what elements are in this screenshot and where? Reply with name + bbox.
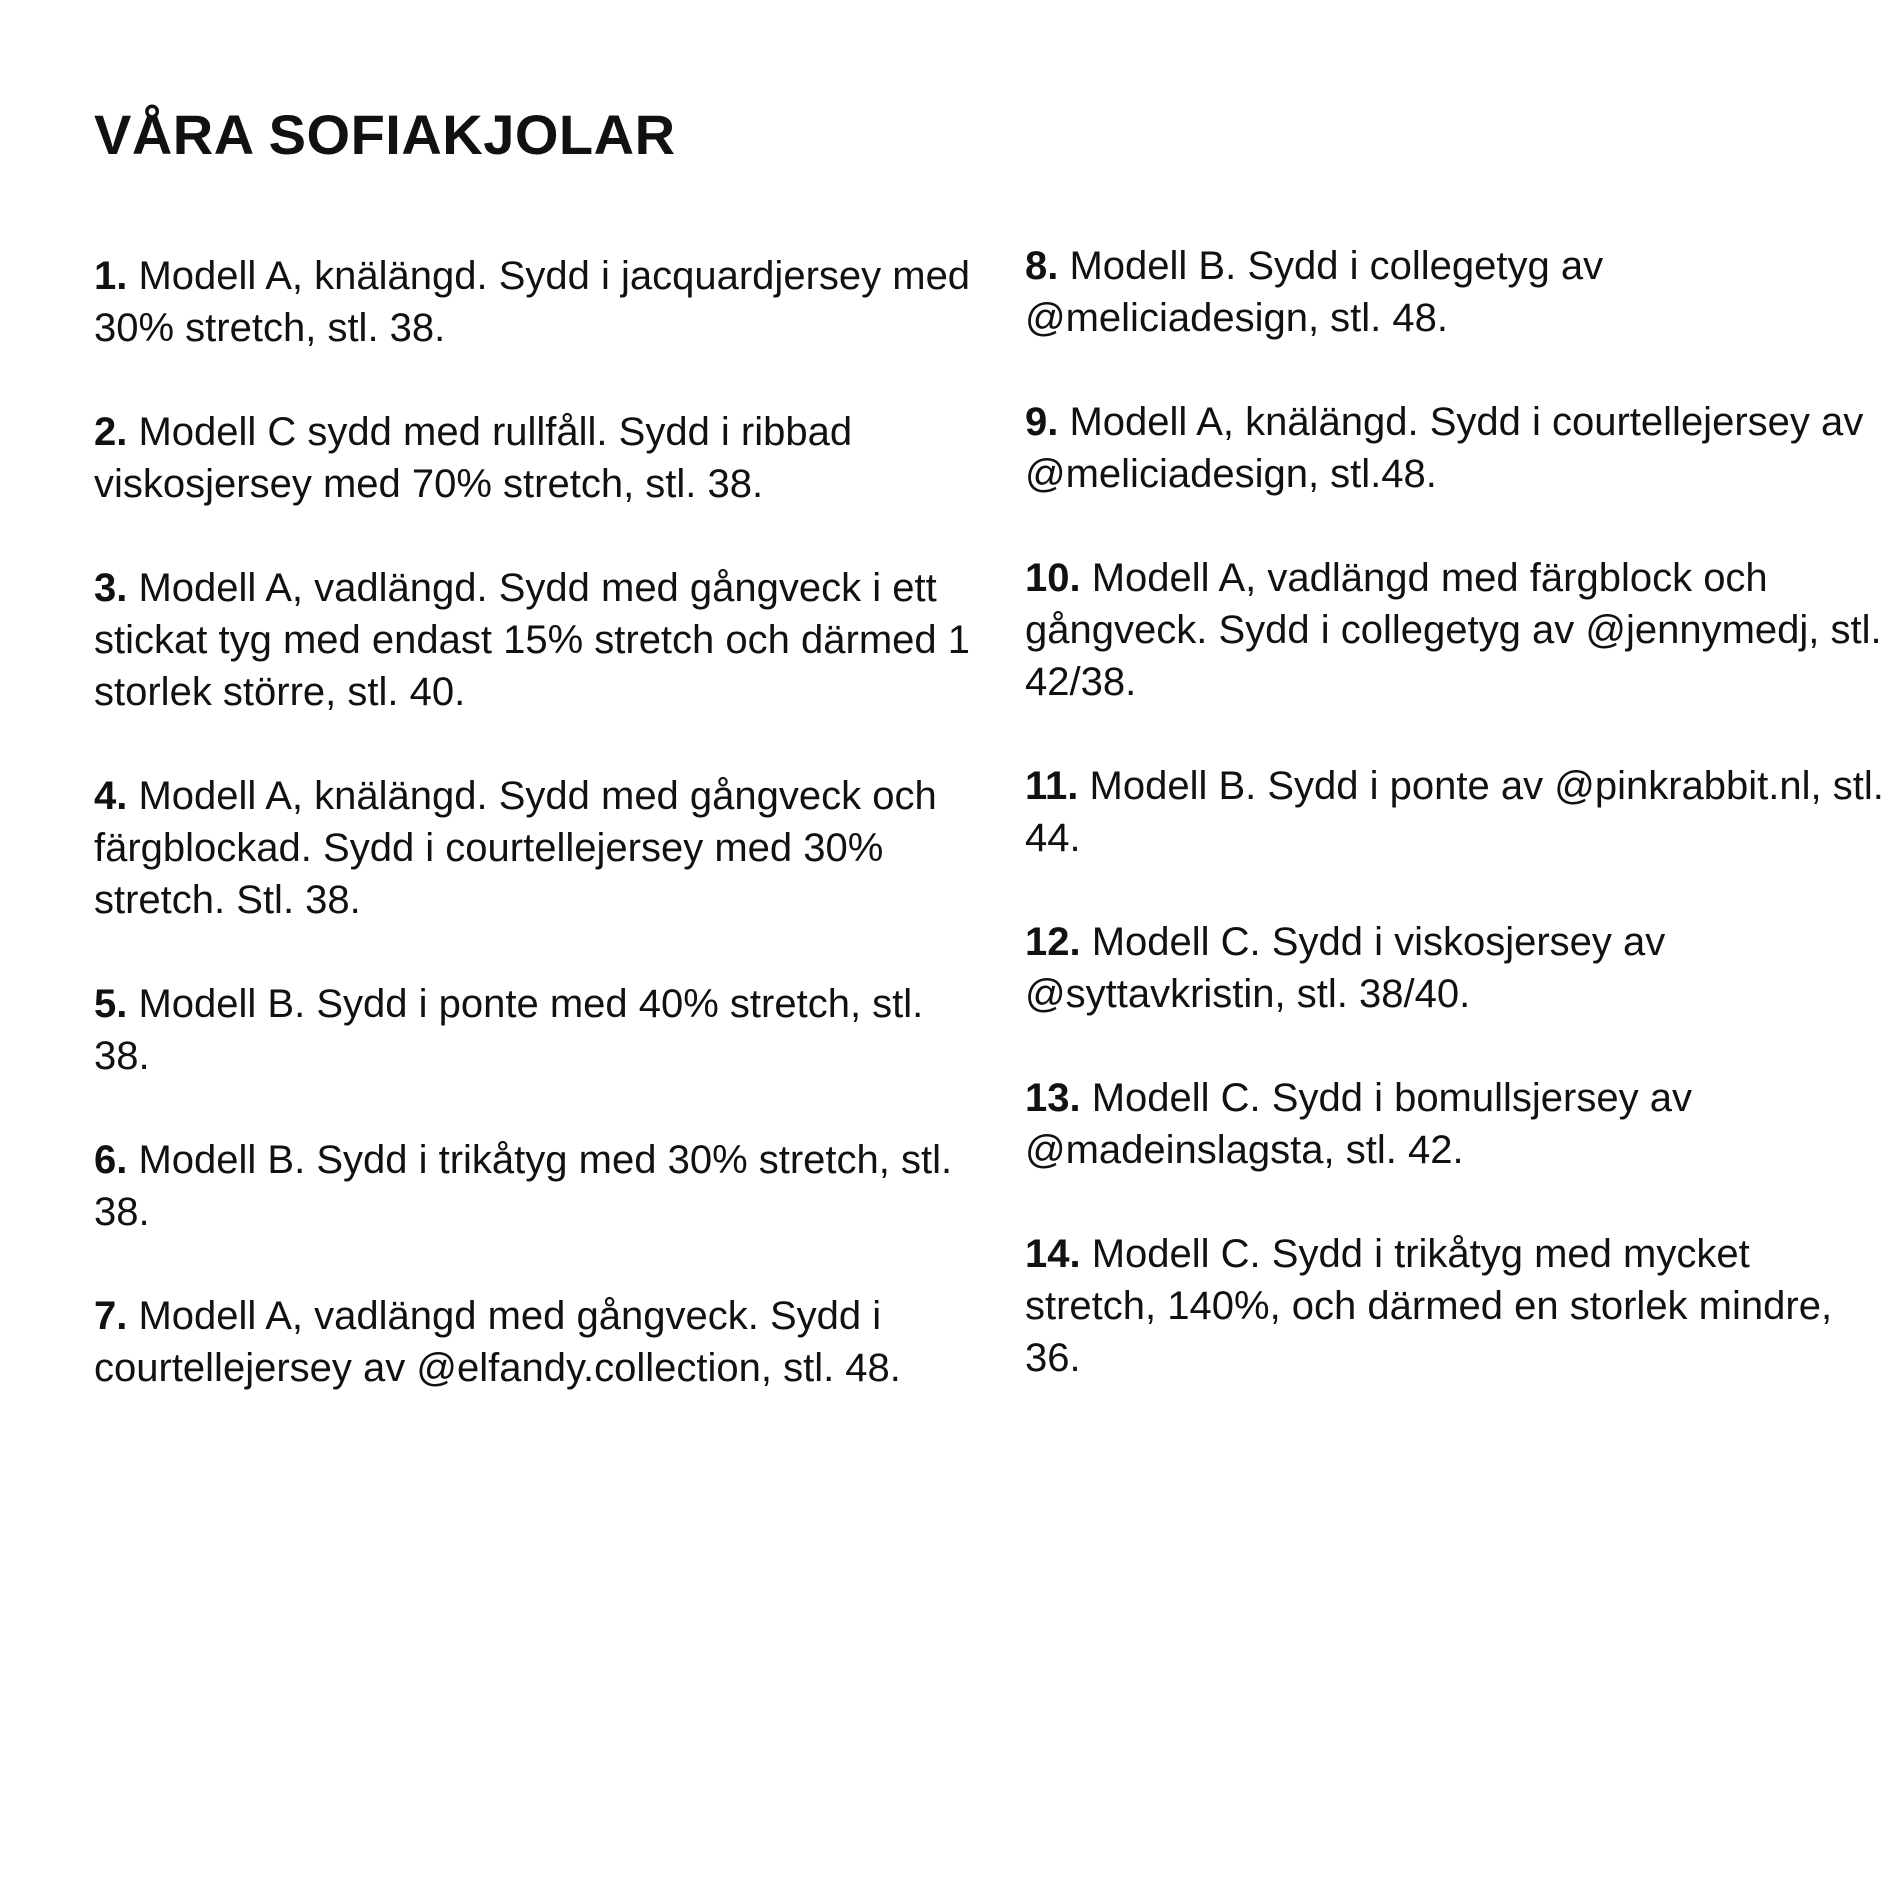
page-title: VÅRA SOFIAKJOLAR — [94, 103, 676, 166]
item-number: 14. — [1025, 1232, 1081, 1276]
item-number: 12. — [1025, 920, 1081, 964]
item-text: Modell A, knälängd. Sydd i jacquardjersey med 30% stretch, stl. 38. — [94, 254, 971, 350]
list-item — [1025, 552, 1885, 708]
list-item — [94, 1134, 974, 1238]
item-text: Modell B. Sydd i trikåtyg med 30% stretch, stl. 38. — [94, 1138, 953, 1234]
item-number: 5. — [94, 982, 128, 1026]
item-number: 1. — [94, 254, 128, 298]
item-text: Modell B. Sydd i ponte med 40% stretch, stl. 38. — [94, 982, 924, 1078]
list-item — [1025, 1072, 1885, 1176]
list-item — [94, 978, 974, 1082]
list-item — [94, 1290, 974, 1394]
item-number: 3. — [94, 566, 128, 610]
item-number: 4. — [94, 774, 128, 818]
list-item — [94, 770, 974, 926]
item-number: 7. — [94, 1294, 128, 1338]
item-number: 11. — [1025, 764, 1079, 808]
item-number: 9. — [1025, 400, 1059, 444]
right-column — [1025, 240, 1885, 1436]
list-item — [1025, 396, 1885, 500]
item-number: 10. — [1025, 556, 1081, 600]
item-text: Modell C sydd med rullfåll. Sydd i ribbad viskosjersey med 70% stretch, stl. 38. — [94, 410, 853, 506]
list-item — [94, 562, 974, 718]
list-item — [1025, 760, 1885, 864]
item-text: Modell C. Sydd i viskosjersey av @syttavkristin, stl. 38/40. — [1025, 920, 1666, 1016]
item-number: 13. — [1025, 1076, 1081, 1120]
list-item — [1025, 1228, 1885, 1384]
item-text: Modell C. Sydd i trikåtyg med mycket stretch, 140%, och därmed en storlek mindre, 36. — [1025, 1232, 1833, 1380]
list-item — [1025, 240, 1885, 344]
item-number: 6. — [94, 1138, 128, 1182]
list-item — [94, 406, 974, 510]
item-text: Modell B. Sydd i collegetyg av @meliciadesign, stl. 48. — [1025, 244, 1604, 340]
item-text: Modell A, knälängd. Sydd i courtellejersey av @meliciadesign, stl.48. — [1025, 400, 1864, 496]
item-text: Modell B. Sydd i ponte av @pinkrabbit.nl, stl. 44. — [1025, 764, 1884, 860]
item-number: 2. — [94, 410, 128, 454]
item-text: Modell A, vadlängd med färgblock och gångveck. Sydd i collegetyg av @jennymedj, stl. 42/38. — [1025, 556, 1882, 704]
item-text: Modell A, knälängd. Sydd med gångveck och färgblockad. Sydd i courtellejersey med 30% stretch. Stl. 38. — [94, 774, 937, 922]
list-item — [94, 250, 974, 354]
left-column — [94, 250, 974, 1446]
item-text: Modell A, vadlängd med gångveck. Sydd i courtellejersey av @elfandy.collection, stl. 48. — [94, 1294, 901, 1390]
item-text: Modell C. Sydd i bomullsjersey av @madeinslagsta, stl. 42. — [1025, 1076, 1692, 1172]
item-number: 8. — [1025, 244, 1059, 288]
item-text: Modell A, vadlängd. Sydd med gångveck i ett stickat tyg med endast 15% stretch och därmed 1 storlek större, stl. 40. — [94, 566, 970, 714]
list-item — [1025, 916, 1885, 1020]
